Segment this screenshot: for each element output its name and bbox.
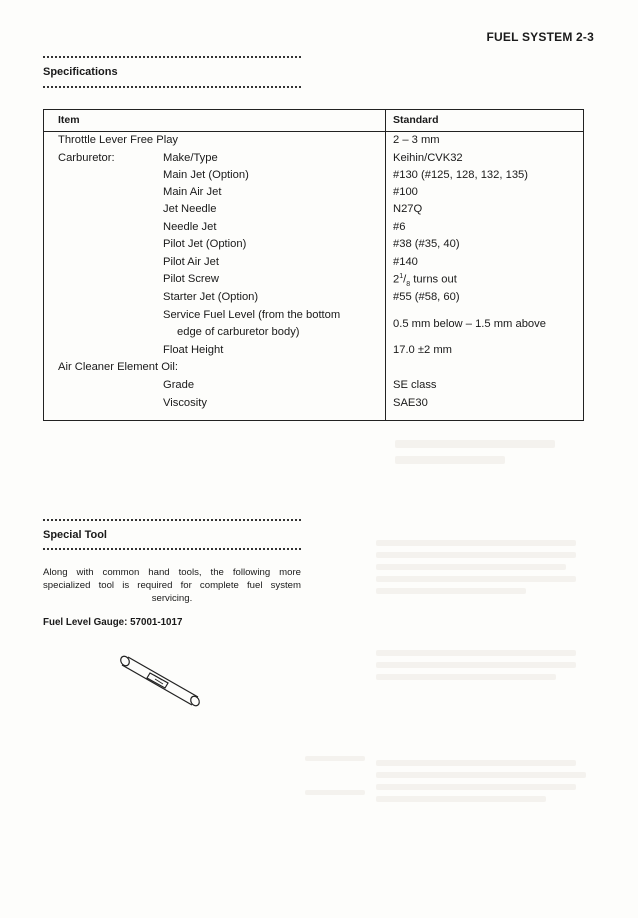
row-sub: Main Jet (Option) bbox=[163, 169, 249, 181]
fuel-level-gauge-label: Fuel Level Gauge: 57001-1017 bbox=[43, 617, 183, 628]
special-tool-title: Special Tool bbox=[43, 529, 107, 541]
row-sub: Jet Needle bbox=[163, 203, 217, 215]
row-value: #38 (#35, 40) bbox=[393, 238, 460, 250]
row-value: 2 – 3 mm bbox=[393, 134, 440, 146]
pilot-screw-rest: turns out bbox=[410, 273, 457, 286]
row-value: #6 bbox=[393, 221, 406, 233]
specifications-title: Specifications bbox=[43, 66, 118, 78]
row-value: #140 bbox=[393, 256, 418, 268]
row-sub: Main Air Jet bbox=[163, 186, 222, 198]
row-value: SE class bbox=[393, 379, 437, 391]
fuel-level-gauge-illustration bbox=[110, 655, 210, 720]
column-header-standard: Standard bbox=[393, 114, 439, 126]
row-sub: Pilot Screw bbox=[163, 273, 219, 285]
pilot-screw-fraction-den: 8 bbox=[406, 280, 411, 288]
row-sub: Pilot Jet (Option) bbox=[163, 238, 247, 250]
row-label: Carburetor: bbox=[58, 152, 115, 164]
row-value: 0.5 mm below – 1.5 mm above bbox=[393, 318, 546, 330]
spec-table-divider bbox=[385, 109, 386, 420]
row-value: #100 bbox=[393, 186, 418, 198]
row-sub: Starter Jet (Option) bbox=[163, 291, 259, 303]
row-sub: Grade bbox=[163, 379, 195, 391]
row-value: Keihin/CVK32 bbox=[393, 152, 463, 164]
special-tool-top-rule bbox=[43, 519, 301, 521]
spec-table-border bbox=[43, 109, 584, 421]
special-tool-paragraph: Along with common hand tools, the following more specialized tool is required for complete fuel system servicing. bbox=[43, 567, 301, 604]
row-value: #130 (#125, 128, 132, 135) bbox=[393, 169, 528, 181]
row-sub: Make/Type bbox=[163, 152, 218, 164]
column-header-item: Item bbox=[58, 114, 80, 126]
pilot-screw-fraction-num: 1 bbox=[399, 273, 404, 280]
row-sub: Service Fuel Level (from the bottom bbox=[163, 309, 341, 321]
top-dotted-rule bbox=[43, 56, 301, 58]
row-sub: Viscosity bbox=[163, 397, 207, 409]
row-value: 17.0 ±2 mm bbox=[393, 344, 452, 356]
special-tool-bottom-rule bbox=[43, 548, 301, 550]
row-value: N27Q bbox=[393, 203, 423, 215]
row-label: Air Cleaner Element Oil: bbox=[58, 361, 178, 373]
row-value: #55 (#58, 60) bbox=[393, 291, 460, 303]
row-value: $2^1/_8$ turns out bbox=[393, 273, 457, 288]
row-sub: Needle Jet bbox=[163, 221, 217, 233]
page-header: FUEL SYSTEM 2-3 bbox=[486, 30, 594, 44]
row-label: Throttle Lever Free Play bbox=[58, 134, 179, 146]
row-sub: Pilot Air Jet bbox=[163, 256, 219, 268]
row-sub: Float Height bbox=[163, 344, 224, 356]
row-sub-continued: edge of carburetor body) bbox=[177, 326, 300, 338]
row-value: SAE30 bbox=[393, 397, 428, 409]
bottom-dotted-rule bbox=[43, 86, 301, 88]
pilot-screw-whole: 2 bbox=[393, 273, 400, 286]
spec-table-header-rule bbox=[43, 131, 584, 132]
